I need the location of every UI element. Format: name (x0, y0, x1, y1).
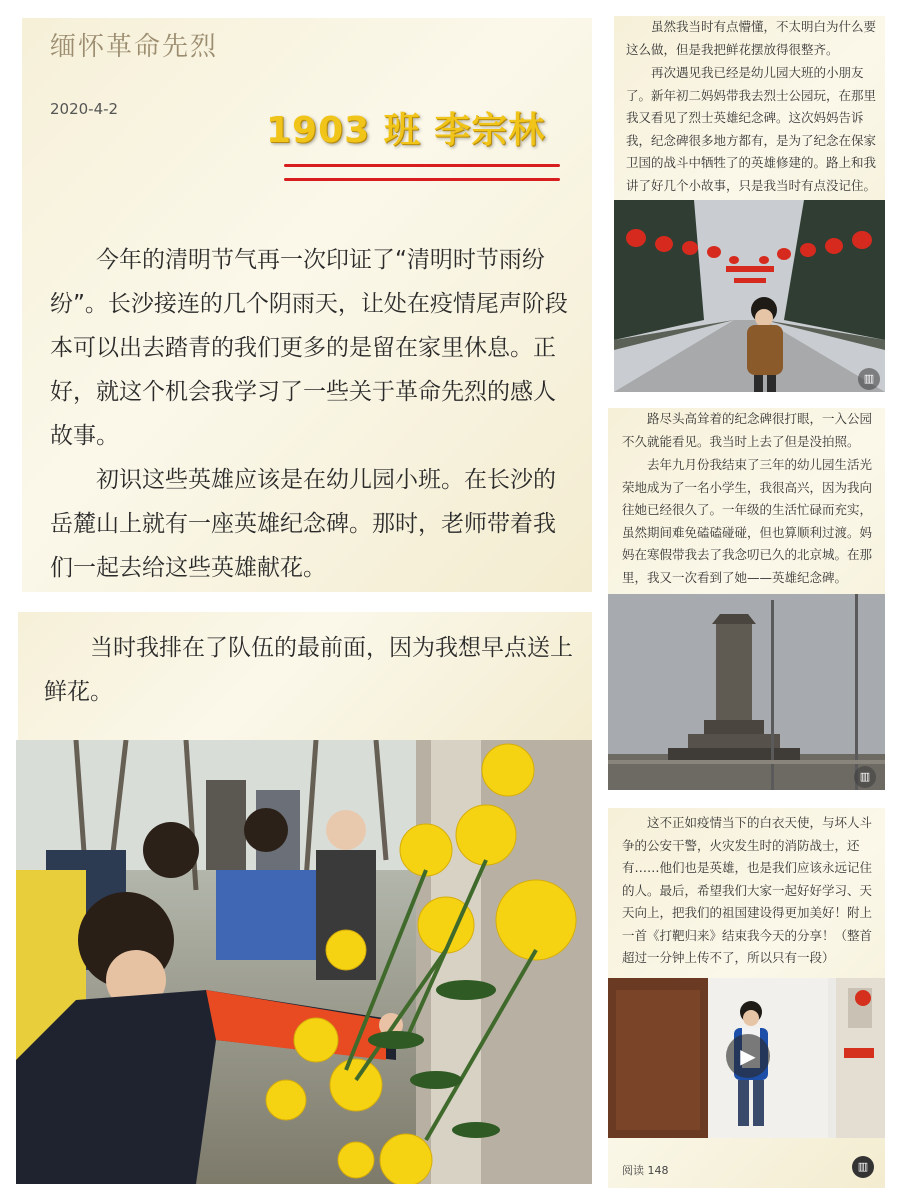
kids-photo-illustration (16, 740, 592, 1184)
right-paragraph: 路尽头高耸着的纪念碑很打眼，一入公园不久就能看见。我当时上去了但是没拍照。 (622, 411, 873, 449)
article-paragraph: 初识这些英雄应该是在幼儿园小班。在长沙的岳麓山上就有一座英雄纪念碑。那时，老师带着我们一起去给这些英雄献花。 (50, 467, 556, 581)
gallery-icon[interactable]: ▥ (852, 1156, 874, 1178)
article-paragraph: 今年的清明节气再一次印证了“清明时节雨纷纷”。长沙接连的几个阴雨天，让处在疫情尾声阶段本可以出去踏青的我们更多的是留在家里休息。正好，就这个机会我学习了一些关于革命先烈的感人故事。 (50, 247, 568, 449)
read-count: 阅读 148 (622, 1164, 669, 1177)
right-paragraph: 再次遇见我已经是幼儿园大班的小朋友了。新年初二妈妈带我去烈士公园玩，在那里我又看见了烈士英雄纪念碑。这次妈妈告诉我，纪念碑很多地方都有，是为了纪念在保家卫国的战斗中牺牲了的英雄修建的。路上和我讲了好几个小故事，只是我当时有点没记住。 (626, 65, 877, 193)
article-main-panel (22, 18, 592, 592)
martyrs-park-path-photo[interactable] (614, 200, 885, 392)
gallery-icon[interactable]: ▥ (854, 766, 876, 788)
park-path-illustration (614, 200, 885, 392)
beijing-monument-photo[interactable] (608, 594, 885, 790)
article-continue-panel (18, 612, 592, 740)
play-icon[interactable]: ▶ (726, 1034, 770, 1078)
right-paragraph: 去年九月份我结束了三年的幼儿园生活光荣地成为了一名小学生，我很高兴，因为我向往她已经很久了。一年级的生活忙碌而充实，虽然期间难免磕磕碰碰，但也算顺利过渡。妈妈在寒假带我去了我念叨已久的北京城。在那里，我又一次看到了她——英雄纪念碑。 (622, 457, 873, 585)
gallery-icon[interactable]: ▥ (858, 368, 880, 390)
article-date: 2020-4-2 (50, 100, 119, 118)
right-paragraph: 虽然我当时有点懵懂，不太明白为什么要这么做，但是我把鲜花摆放得很整齐。 (626, 19, 877, 57)
right-paragraph: 这不正如疫情当下的白衣天使，与坏人斗争的公安干警，火灾发生时的消防战士，还有……他们也是英雄，也是我们应该永远记住的人。最后，希望我们大家一起好好学习、天天向上，把我们的祖国建设得更加美好！附上一首《打靶归来》结束我今天的分享！（整首超过一分钟上传不了，所以只有一段） (622, 815, 873, 965)
monument-illustration (608, 594, 885, 790)
article-paragraph: 当时我排在了队伍的最前面，因为我想早点送上鲜花。 (44, 635, 573, 705)
kids-laying-flowers-photo[interactable] (16, 740, 592, 1184)
song-video-player[interactable] (608, 978, 885, 1138)
divider-line-top (284, 164, 560, 167)
divider-line-bottom (284, 178, 560, 181)
author-byline: 1903 班 李宗林 (266, 110, 546, 151)
article-title: 缅怀革命先烈 (50, 32, 219, 62)
